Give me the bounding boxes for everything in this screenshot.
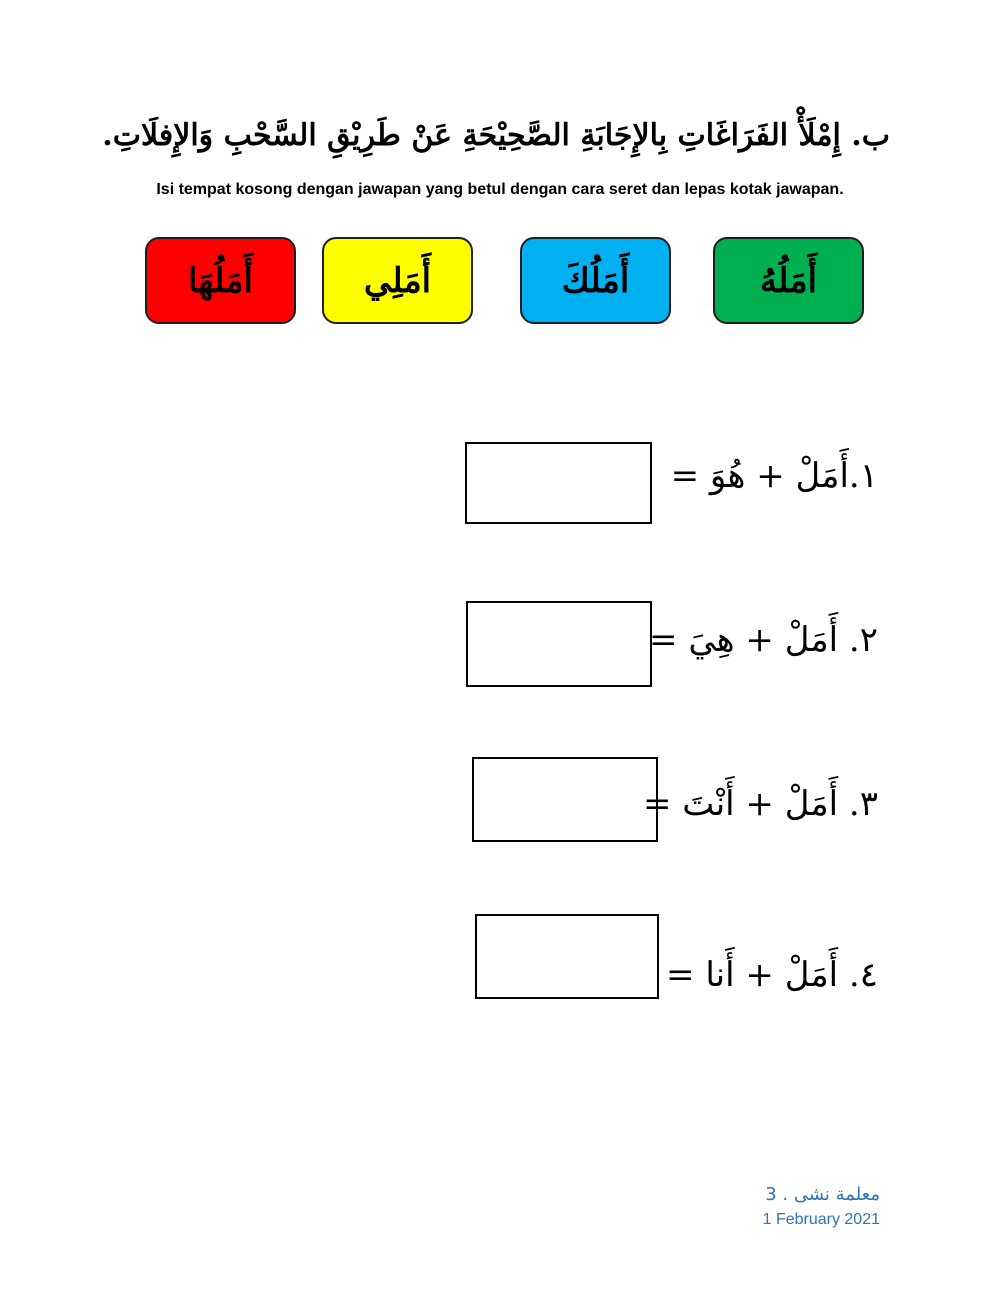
worksheet-instruction: Isi tempat kosong dengan jawapan yang betul dengan cara seret dan lepas kotak jawapan. [156, 181, 844, 198]
footer-author: 3 . معلمة نشى [765, 1184, 880, 1205]
drop-box-1[interactable] [465, 442, 652, 524]
worksheet-title: ب. إِمْلَأْ الفَرَاغَاتِ بِالإِجَابَةِ الصَّحِيْحَةِ عَنْ طَرِيْقِ السَّحْبِ وَالإِفلَاتِ. [102, 118, 890, 153]
answer-card-label: أَمَلِي [363, 260, 432, 301]
answer-card-amali[interactable] [322, 237, 473, 324]
question-text-4: ٤. أَمَلْ + أَنا = [666, 955, 878, 995]
answer-card-label: أَمَلُكَ [561, 260, 630, 301]
answer-card-label: أَمَلُهَا [188, 260, 253, 301]
answer-card-amaluha[interactable] [145, 237, 296, 324]
footer-date: 1 February 2021 [762, 1211, 880, 1228]
question-text-1: ١.أَمَلْ + هُوَ = [670, 456, 878, 496]
drop-box-3[interactable] [472, 757, 658, 842]
answer-card-amaluhu[interactable] [713, 237, 864, 324]
question-text-3: ٣. أَمَلْ + أَنْتَ = [643, 784, 878, 824]
drop-box-2[interactable] [466, 601, 652, 687]
answer-card-amaluka[interactable] [520, 237, 671, 324]
question-text-2: ٢. أَمَلْ + هِيَ = [649, 620, 878, 660]
drop-box-4[interactable] [475, 914, 659, 999]
answer-card-label: أَمَلُهُ [759, 260, 818, 301]
